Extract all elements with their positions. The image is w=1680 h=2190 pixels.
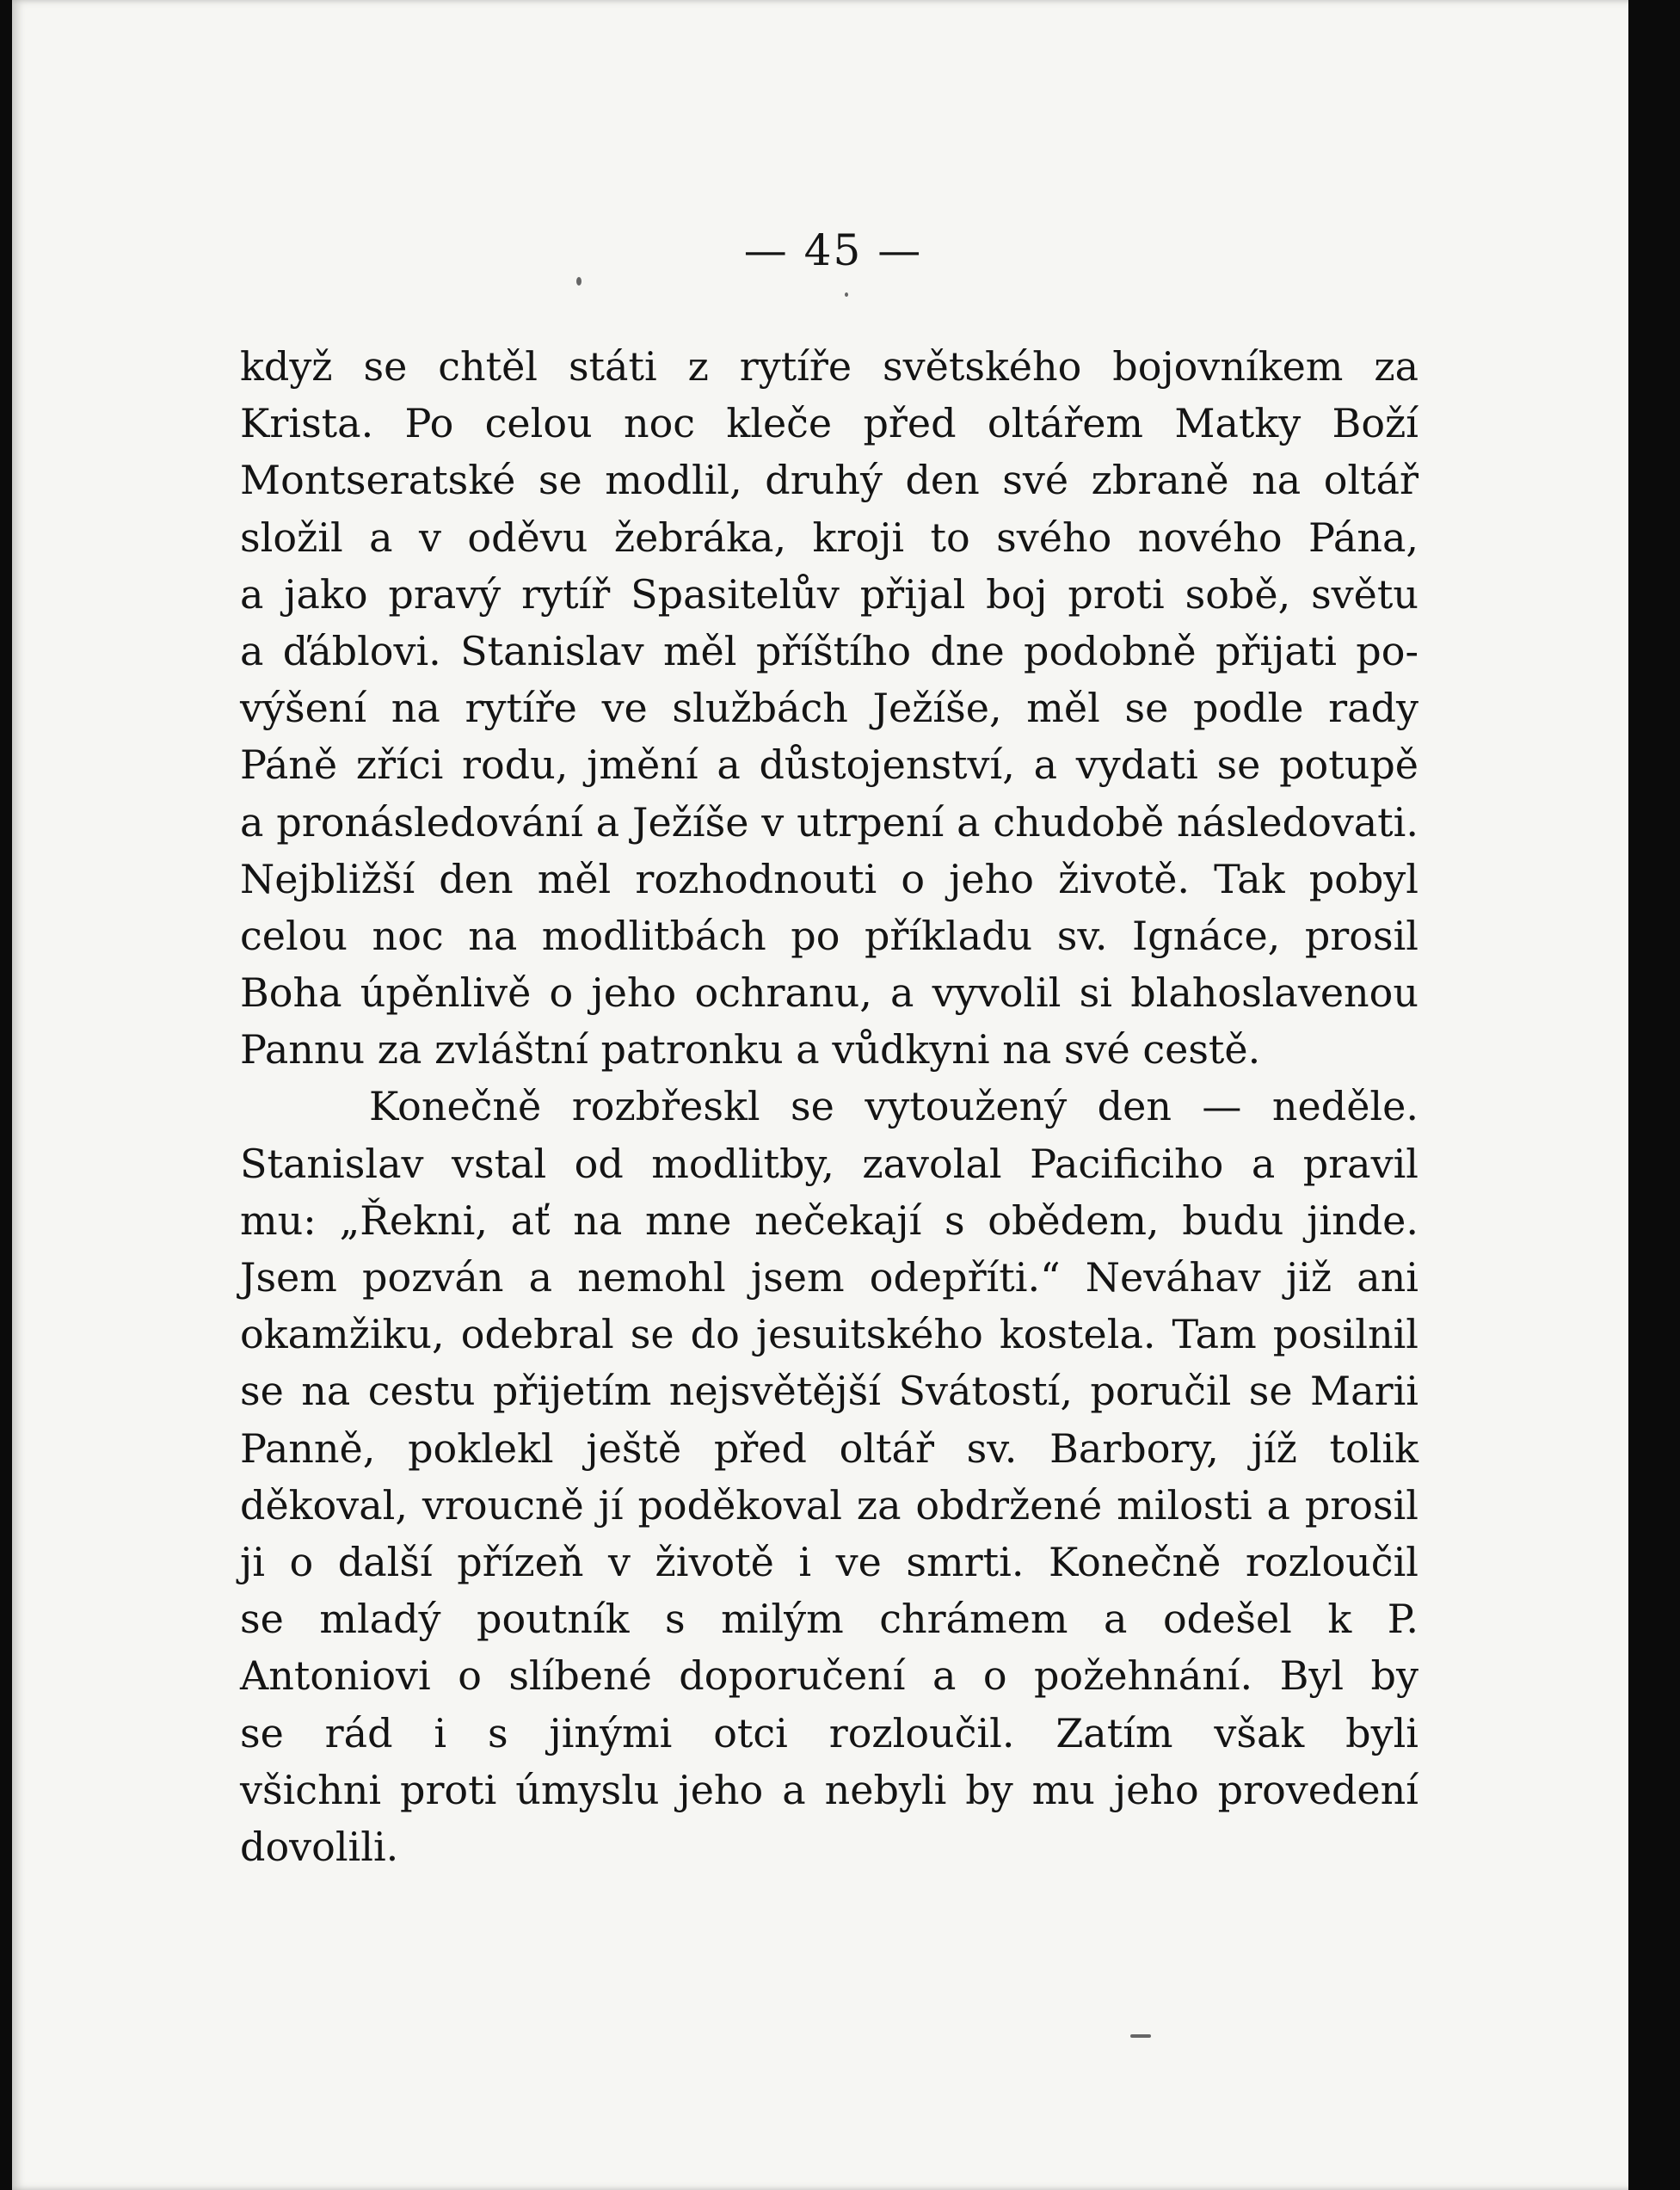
book-page	[12, 0, 1654, 2190]
paper-speck	[576, 277, 582, 286]
page-number: — 45 —	[743, 225, 923, 275]
text-line: Montseratské se modlil, druhý den své zbraně na oltář	[240, 457, 1418, 504]
text-line: a ďáblovi. Stanislav měl příštího dne podobně přijati po-	[240, 627, 1418, 674]
paragraph-first-line: Konečně rozbřeskl se vytoužený den — neděle.	[369, 1083, 1418, 1130]
text-line: Páně zříci rodu, jmění a důstojenství, a vydati se potupě	[240, 741, 1418, 789]
text-line: dovolili.	[240, 1823, 399, 1870]
text-line: celou noc na modlitbách po příkladu sv. Ignáce, prosil	[240, 912, 1418, 959]
text-line: Boha úpěnlivě o jeho ochranu, a vyvolil si blahoslavenou	[240, 969, 1418, 1017]
text-line: Stanislav vstal od modlitby, zavolal Pacificiho a pravil	[240, 1140, 1418, 1187]
scan-left-edge	[0, 0, 12, 2190]
text-line: Krista. Po celou noc kleče před oltářem Matky Boží	[240, 400, 1418, 447]
text-line: děkoval, vroucně jí poděkoval za obdržené milosti a prosil	[240, 1481, 1418, 1529]
text-line: výšení na rytíře ve službách Ježíše, měl se podle rady	[240, 685, 1418, 732]
text-line: všichni proti úmyslu jeho a nebyli by mu jeho provedení	[240, 1766, 1418, 1813]
paper-speck	[1130, 2034, 1151, 2038]
text-line: Nejbližší den měl rozhodnouti o jeho životě. Tak pobyl	[240, 855, 1418, 902]
text-line: se rád i s jinými otci rozloučil. Zatím však byli	[240, 1709, 1418, 1756]
text-line: mu: „Řekni, ať na mne nečekají s obědem, budu jinde.	[240, 1197, 1418, 1244]
text-line: Antoniovi o slíbené doporučení a o požehnání. Byl by	[240, 1652, 1418, 1700]
scan-right-edge	[1628, 0, 1654, 2190]
text-line: když se chtěl státi z rytíře světského bojovníkem za	[240, 343, 1418, 390]
body-text	[240, 338, 1418, 1875]
text-line: a pronásledování a Ježíše v utrpení a chudobě následovati.	[240, 798, 1418, 846]
text-line: Panně, poklekl ještě před oltář sv. Barbory, jíž tolik	[240, 1424, 1418, 1472]
text-line: a jako pravý rytíř Spasitelův přijal boj proti sobě, světu	[240, 570, 1418, 618]
text-line: Pannu za zvláštní patronku a vůdkyni na své cestě.	[240, 1026, 1261, 1073]
text-line: Jsem pozván a nemohl jsem odepříti.“ Neváhav již ani	[240, 1254, 1418, 1301]
text-line: složil a v oděvu žebráka, kroji to svého nového Pána,	[240, 514, 1418, 561]
text-line: se mladý poutník s milým chrámem a odešel k P.	[240, 1596, 1418, 1643]
text-line: se na cestu přijetím nejsvětější Svátostí, poručil se Marii	[240, 1368, 1418, 1415]
text-line: okamžiku, odebral se do jesuitského kostela. Tam posilnil	[240, 1311, 1418, 1358]
text-line: ji o další přízeň v životě i ve smrti. Konečně rozloučil	[240, 1538, 1418, 1585]
paper-speck	[845, 292, 848, 297]
